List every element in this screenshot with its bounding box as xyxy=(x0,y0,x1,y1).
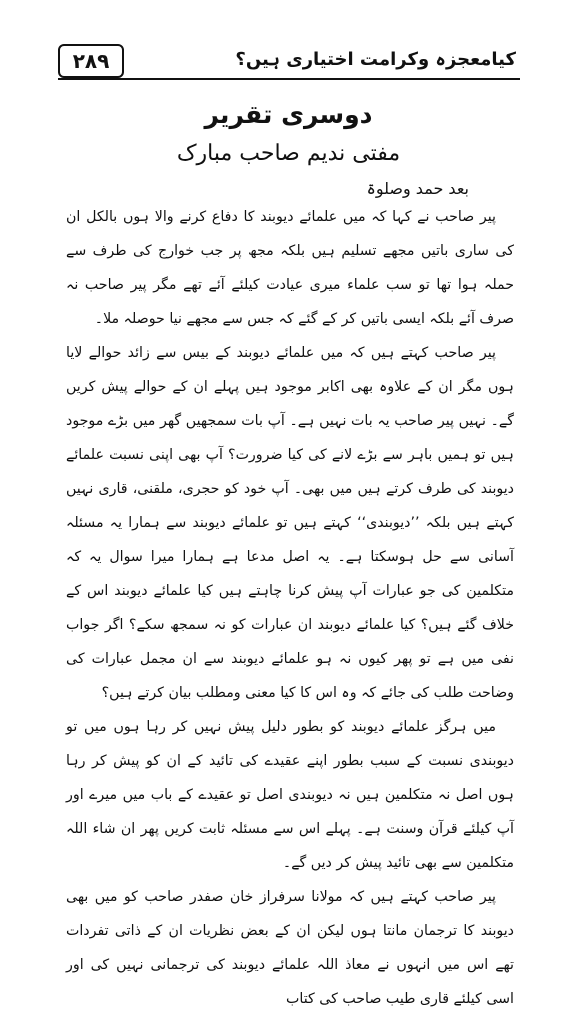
page-header xyxy=(58,44,520,80)
paragraph: پیر صاحب نے کہا کہ میں علمائے دیوبند کا دفاع کرنے والا ہوں بالکل ان کی ساری باتیں مجھے تسلیم ہیں بلکہ مجھ پر جب خوارج کی طرف سے حملہ ہوا تھا تو سب علماء میری عیادت کیلئے آئے تھے مگر پیر صاحب نہ صرف آئے بلکہ ایسی باتیں کر کے گئے کہ جس سے مجھے نیا حوصلہ ملا۔ xyxy=(66,209,514,327)
paragraph: پیر صاحب کہتے ہیں کہ میں علمائے دیوبند کے بیس سے زائد حوالے لایا ہوں مگر ان کے علاوہ بھی اکابر موجود ہیں پہلے ان کے حوالے پیش کریں گے۔ نہیں پیر صاحب یہ بات نہیں ہے۔ آپ بات سمجھیں گھر میں بڑے موجود ہیں تو ہمیں باہر سے بڑے لانے کی کیا ضرورت؟ آپ بھی اپنی نسبت علمائے دیوبند کی طرف کرتے ہیں میں بھی۔ آپ خود کو حجری، ملقنی، قاری نہیں کہتے ہیں بلکہ ’’دیوبندی‘‘ کہتے ہیں تو علمائے دیوبند سے ہمارا یہ مسئلہ آسانی سے حل ہوسکتا ہے۔ یہ اصل مدعا ہے ہمارا میرا سوال یہ کہ متکلمین کی جو عبارات آپ پیش کرنا چاہتے ہیں کیا علمائے دیوبند اس کے خلاف گئے ہیں؟ کیا علمائے دیوبند ان عبارات کو نہ سمجھ سکے؟ اگر جواب نفی میں ہے تو پھر کیوں نہ ہو علمائے دیوبند سے ان مجمل عبارات کی وضاحت طلب کی جائے کہ وہ اس کا کیا معنی ومطلب بیان کرتے ہیں؟ xyxy=(66,345,514,701)
body-text xyxy=(66,200,514,1016)
page-number: ۲۸۹ xyxy=(58,44,124,78)
paragraph: پیر صاحب کہتے ہیں کہ مولانا سرفراز خان صفدر صاحب کو میں بھی دیوبند کا ترجمان مانتا ہوں لیکن ان کے بعض نظریات ان کے ذاتی تفردات تھے اس میں انہوں نے معاذ اللہ علمائے دیوبند کی ترجمانی نہیں کی اور اسی کیلئے قاری طیب صاحب کی کتاب xyxy=(66,889,514,1007)
opening-phrase: بعد حمد وصلوۃ xyxy=(366,179,469,198)
paragraph: میں ہرگز علمائے دیوبند کو بطور دلیل پیش نہیں کر رہا ہوں میں تو دیوبندی نسبت کے سبب بطور اپنے عقیدے کی تائید کے ان کو پیش کر رہا ہوں اصل نہ متکلمین ہیں نہ دیوبندی اصل تو عقیدے کے باب میں میرے اور آپ کیلئے قرآن وسنت ہے۔ پہلے اس سے مسئلہ ثابت کریں پھر ان شاء اللہ متکلمین سے بھی تائید پیش کر دیں گے۔ xyxy=(66,719,514,871)
speaker-name: مفتی ندیم صاحب مبارک xyxy=(176,141,401,166)
running-title: کیامعجزہ وکرامت اختیاری ہیں؟ xyxy=(235,49,516,70)
section-title: دوسری تقریر xyxy=(204,100,373,129)
